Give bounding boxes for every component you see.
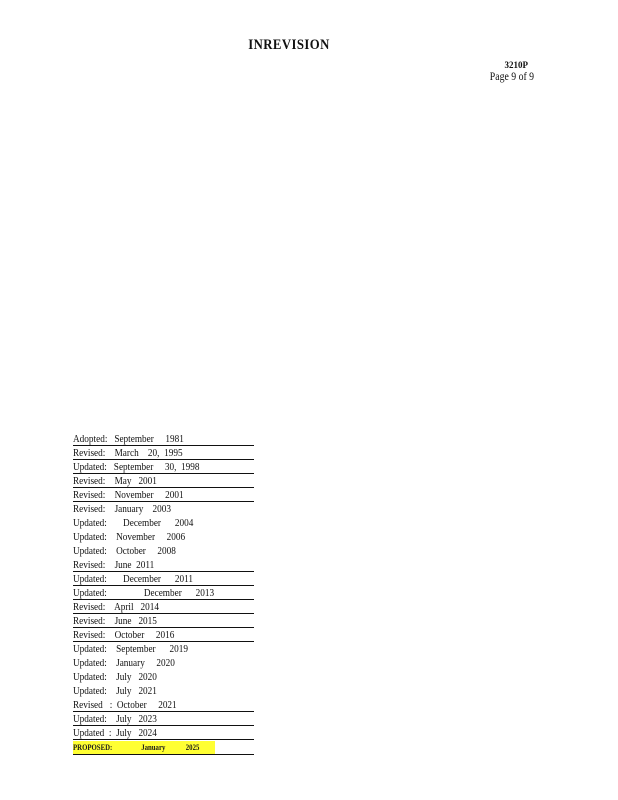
history-entry	[73, 712, 254, 726]
history-entry	[73, 474, 254, 488]
revision-history	[73, 432, 254, 755]
history-entry	[73, 684, 254, 698]
history-entry-text: Revised : October 2021	[73, 699, 177, 711]
history-entry-text: Adopted: September 1981	[73, 433, 184, 445]
history-entry-text: Updated: December 2011	[73, 573, 194, 585]
history-entry	[73, 600, 254, 614]
history-entry	[73, 544, 254, 558]
proposed-entry-text: PROPOSED: January 2025	[73, 742, 200, 752]
proposed-entry	[73, 740, 254, 755]
history-entry-text: Revised: October 2016	[73, 629, 175, 641]
history-entry-text: Updated: January 2020	[73, 657, 175, 669]
history-entry-text: Revised: June 2011	[73, 559, 155, 571]
history-entry-text: Revised: January 2003	[73, 503, 172, 515]
history-entry-text: Updated: October 2008	[73, 545, 176, 557]
history-entry	[73, 488, 254, 502]
history-entry-text: Updated: September 2019	[73, 643, 188, 655]
history-entry-text: Updated: December 2004	[73, 517, 194, 529]
history-entry-text: Updated : July 2024	[73, 727, 157, 739]
history-entry-text: Updated: July 2021	[73, 685, 157, 697]
history-entry	[73, 572, 254, 586]
history-entry	[73, 446, 254, 460]
history-entry-text: Updated: September 30, 1998	[73, 461, 200, 473]
history-entry	[73, 530, 254, 544]
history-entry-text: Revised: June 2015	[73, 615, 157, 627]
proposed-highlight	[73, 741, 215, 754]
history-entry-text: Updated: November 2006	[73, 531, 186, 543]
history-entry-text: Revised: April 2014	[73, 601, 159, 613]
history-entry	[73, 516, 254, 530]
history-entry	[73, 670, 254, 684]
history-entry-text: Updated: July 2023	[73, 713, 157, 725]
history-entry	[73, 558, 254, 572]
history-entry	[73, 642, 254, 656]
history-entry	[73, 628, 254, 642]
history-entry	[73, 460, 254, 474]
history-entry	[73, 502, 254, 516]
history-entry-text: Revised: November 2001	[73, 489, 184, 501]
history-entry	[73, 432, 254, 446]
history-entry-text: Updated: July 2020	[73, 671, 157, 683]
history-entry	[73, 698, 254, 712]
document-title: INREVISION	[248, 37, 330, 53]
history-entry	[73, 726, 254, 740]
history-entry-text: Revised: March 20, 1995	[73, 447, 183, 459]
history-entry-text: Updated: December 2013	[73, 587, 215, 599]
history-entry	[73, 586, 254, 600]
page-number: Page 9 of 9	[489, 71, 534, 83]
history-entry-text: Revised: May 2001	[73, 475, 157, 487]
policy-number: 3210P	[504, 60, 528, 70]
history-entry	[73, 614, 254, 628]
history-entry	[73, 656, 254, 670]
